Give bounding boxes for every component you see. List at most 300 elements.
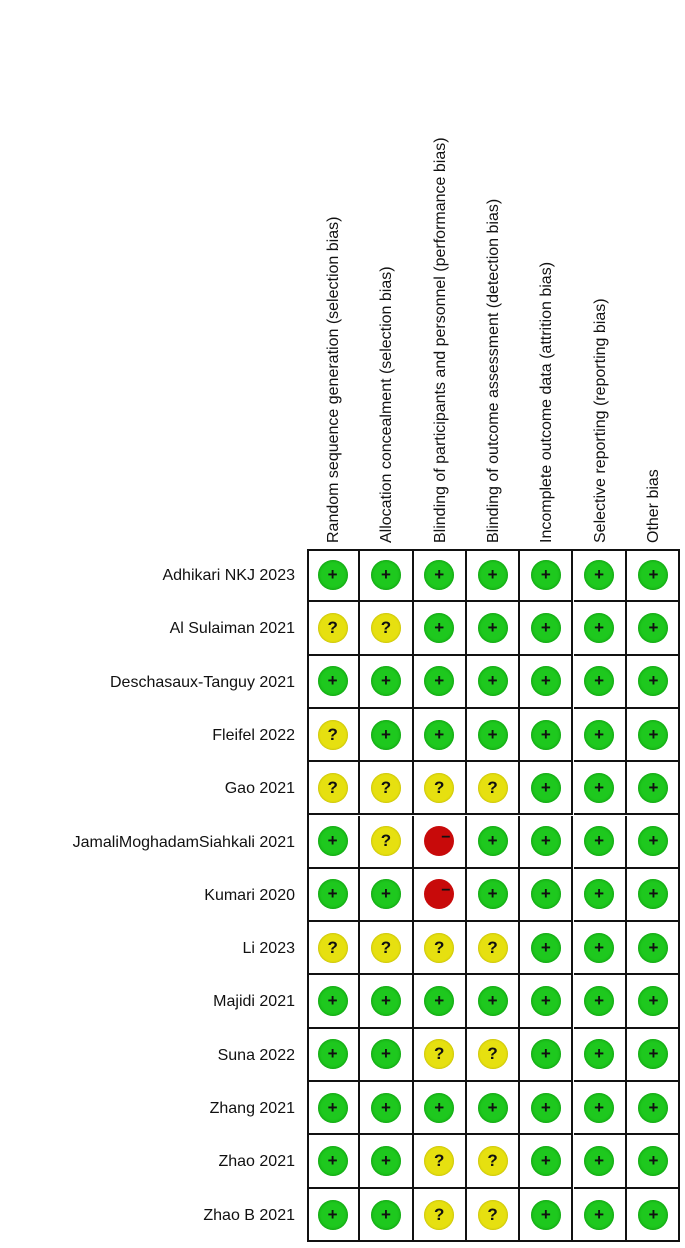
risk-symbol: +: [540, 1097, 551, 1117]
grid-cell: [307, 816, 360, 869]
low-risk-plus-icon: [424, 666, 454, 696]
risk-symbol: +: [648, 884, 659, 904]
low-risk-plus-icon: [531, 666, 561, 696]
risk-symbol: +: [487, 831, 498, 851]
risk-symbol: +: [380, 1044, 391, 1064]
grid-cell: [414, 975, 467, 1028]
risk-symbol: +: [594, 1205, 605, 1225]
risk-symbol: ?: [434, 1150, 445, 1170]
risk-symbol: ?: [327, 724, 338, 744]
grid-cell: [574, 1135, 627, 1188]
low-risk-plus-icon: [318, 1200, 348, 1230]
grid-cell: [360, 709, 413, 762]
low-risk-plus-icon: [371, 720, 401, 750]
low-risk-plus-icon: [584, 1200, 614, 1230]
grid-cell: [467, 975, 520, 1028]
grid-cell: [574, 549, 627, 602]
grid-cell: [307, 1189, 360, 1242]
low-risk-plus-icon: [371, 560, 401, 590]
risk-symbol: +: [594, 884, 605, 904]
risk-symbol: +: [594, 724, 605, 744]
grid-cell: [307, 1029, 360, 1082]
grid-cell: [627, 549, 680, 602]
study-label: JamaliMoghadamSiahkali 2021: [72, 833, 295, 851]
grid-cell: [520, 1189, 573, 1242]
risk-symbol: +: [327, 831, 338, 851]
unclear-risk-question-icon: [424, 773, 454, 803]
risk-symbol: +: [380, 671, 391, 691]
grid-cell: [520, 1029, 573, 1082]
low-risk-plus-icon: [584, 1039, 614, 1069]
column-header-label: Blinding of participants and personnel (performance bias): [431, 137, 449, 543]
risk-symbol: +: [594, 671, 605, 691]
grid-cell: [360, 762, 413, 815]
grid-cell: [520, 1135, 573, 1188]
risk-symbol: +: [487, 884, 498, 904]
grid-cell: [467, 1189, 520, 1242]
risk-symbol: +: [380, 991, 391, 1011]
grid-cell: [467, 816, 520, 869]
risk-symbol: +: [648, 1205, 659, 1225]
grid-cell: [360, 1029, 413, 1082]
risk-symbol: +: [594, 831, 605, 851]
unclear-risk-question-icon: [424, 1146, 454, 1176]
low-risk-plus-icon: [584, 933, 614, 963]
column-header-label: Incomplete outcome data (attrition bias): [538, 261, 556, 543]
column-header-label: Allocation concealment (selection bias): [378, 266, 396, 543]
low-risk-plus-icon: [318, 879, 348, 909]
low-risk-plus-icon: [371, 879, 401, 909]
risk-symbol: +: [648, 831, 659, 851]
risk-symbol: +: [434, 671, 445, 691]
low-risk-plus-icon: [638, 1200, 668, 1230]
risk-symbol: ?: [327, 617, 338, 637]
risk-symbol: +: [434, 724, 445, 744]
risk-symbol: +: [327, 1044, 338, 1064]
unclear-risk-question-icon: [318, 933, 348, 963]
grid-cell: [360, 1189, 413, 1242]
low-risk-plus-icon: [478, 560, 508, 590]
grid-cell: [360, 975, 413, 1028]
unclear-risk-question-icon: [371, 933, 401, 963]
grid-cell: [414, 549, 467, 602]
risk-symbol: +: [487, 564, 498, 584]
risk-symbol: +: [380, 724, 391, 744]
low-risk-plus-icon: [478, 1093, 508, 1123]
grid-cell: [520, 1082, 573, 1135]
low-risk-plus-icon: [424, 1093, 454, 1123]
grid-cell: [574, 869, 627, 922]
low-risk-plus-icon: [638, 1146, 668, 1176]
risk-symbol: +: [380, 564, 391, 584]
grid-cell: [360, 656, 413, 709]
grid-cell: [520, 762, 573, 815]
column-header: [431, 137, 452, 543]
unclear-risk-question-icon: [478, 1039, 508, 1069]
low-risk-plus-icon: [478, 720, 508, 750]
grid-cell: [414, 922, 467, 975]
study-label: Majidi 2021: [213, 993, 295, 1011]
risk-symbol: +: [327, 671, 338, 691]
column-header-label: Random sequence generation (selection bias): [325, 216, 342, 543]
grid-cell: [520, 922, 573, 975]
grid-cell: [414, 1189, 467, 1242]
column-header-label: Blinding of outcome assessment (detection bias): [484, 198, 502, 543]
low-risk-plus-icon: [638, 933, 668, 963]
grid-cell: [414, 1082, 467, 1135]
column-header: [325, 216, 345, 543]
column-header-label: Selective reporting (reporting bias): [591, 298, 609, 543]
risk-symbol: ?: [327, 777, 338, 797]
study-label: Al Sulaiman 2021: [169, 620, 295, 638]
high-risk-minus-icon: [424, 826, 454, 856]
grid-cell: [307, 709, 360, 762]
risk-symbol: +: [594, 1150, 605, 1170]
grid-cell: [574, 602, 627, 655]
low-risk-plus-icon: [531, 560, 561, 590]
grid-cell: [307, 1082, 360, 1135]
grid-cell: [467, 656, 520, 709]
risk-symbol: +: [487, 617, 498, 637]
low-risk-plus-icon: [531, 1200, 561, 1230]
grid-cell: [520, 975, 573, 1028]
grid-cell: [520, 656, 573, 709]
grid-cell: [574, 709, 627, 762]
low-risk-plus-icon: [424, 720, 454, 750]
risk-symbol: +: [648, 724, 659, 744]
grid-cell: [307, 656, 360, 709]
low-risk-plus-icon: [638, 773, 668, 803]
study-label: Suna 2022: [217, 1046, 295, 1064]
risk-symbol: +: [327, 1150, 338, 1170]
risk-symbol: +: [540, 991, 551, 1011]
grid-cell: [414, 709, 467, 762]
study-label: Li 2023: [242, 940, 295, 958]
grid-cell: [414, 816, 467, 869]
risk-symbol: +: [487, 671, 498, 691]
risk-symbol: +: [648, 617, 659, 637]
grid-cell: [574, 922, 627, 975]
low-risk-plus-icon: [584, 1093, 614, 1123]
risk-symbol: +: [540, 724, 551, 744]
grid-cell: [627, 1029, 680, 1082]
low-risk-plus-icon: [638, 986, 668, 1016]
low-risk-plus-icon: [318, 1146, 348, 1176]
risk-symbol: ?: [380, 937, 392, 957]
grid-cell: [467, 1029, 520, 1082]
risk-symbol: +: [327, 564, 338, 584]
low-risk-plus-icon: [531, 986, 561, 1016]
risk-of-bias-grid: [307, 549, 680, 1242]
low-risk-plus-icon: [584, 986, 614, 1016]
grid-cell: [574, 1082, 627, 1135]
grid-cell: [520, 549, 573, 602]
risk-symbol: +: [434, 617, 445, 637]
risk-symbol: +: [434, 1097, 445, 1117]
risk-symbol: +: [540, 1044, 551, 1064]
risk-symbol: ?: [380, 777, 392, 797]
grid-cell: [414, 602, 467, 655]
grid-cell: [574, 1189, 627, 1242]
study-label: Deschasaux-Tanguy 2021: [109, 673, 295, 691]
low-risk-plus-icon: [584, 613, 614, 643]
grid-cell: [414, 869, 467, 922]
study-label: Zhao 2021: [218, 1153, 295, 1171]
grid-cell: [627, 922, 680, 975]
risk-symbol: +: [648, 1044, 659, 1064]
risk-symbol: −: [441, 882, 451, 900]
risk-symbol: −: [441, 829, 451, 847]
grid-cell: [520, 816, 573, 869]
low-risk-plus-icon: [424, 613, 454, 643]
grid-cell: [627, 656, 680, 709]
column-header: [644, 469, 665, 543]
grid-cell: [467, 1135, 520, 1188]
low-risk-plus-icon: [478, 613, 508, 643]
risk-symbol: ?: [380, 617, 392, 637]
risk-symbol: ?: [487, 1150, 498, 1170]
column-header: [484, 198, 505, 543]
grid-cell: [574, 816, 627, 869]
low-risk-plus-icon: [371, 666, 401, 696]
risk-symbol: ?: [380, 831, 392, 851]
grid-cell: [414, 1135, 467, 1188]
column-header: [538, 261, 558, 543]
grid-cell: [360, 869, 413, 922]
low-risk-plus-icon: [531, 720, 561, 750]
grid-cell: [467, 922, 520, 975]
low-risk-plus-icon: [584, 1146, 614, 1176]
risk-symbol: +: [594, 564, 605, 584]
risk-symbol: +: [648, 564, 659, 584]
grid-cell: [467, 762, 520, 815]
unclear-risk-question-icon: [424, 1200, 454, 1230]
grid-cell: [360, 922, 413, 975]
study-label: Fleifel 2022: [212, 726, 295, 744]
low-risk-plus-icon: [531, 1039, 561, 1069]
unclear-risk-question-icon: [424, 933, 454, 963]
risk-symbol: +: [540, 671, 551, 691]
grid-cell: [414, 762, 467, 815]
grid-cell: [627, 762, 680, 815]
risk-symbol: +: [648, 1150, 659, 1170]
risk-symbol: +: [594, 1097, 605, 1117]
low-risk-plus-icon: [371, 1146, 401, 1176]
risk-symbol: +: [487, 724, 498, 744]
grid-cell: [520, 709, 573, 762]
unclear-risk-question-icon: [318, 613, 348, 643]
risk-symbol: +: [380, 884, 391, 904]
unclear-risk-question-icon: [371, 613, 401, 643]
grid-cell: [574, 656, 627, 709]
study-label: Zhao B 2021: [203, 1206, 295, 1224]
grid-cell: [307, 922, 360, 975]
low-risk-plus-icon: [638, 879, 668, 909]
low-risk-plus-icon: [318, 560, 348, 590]
low-risk-plus-icon: [531, 773, 561, 803]
risk-symbol: +: [434, 564, 445, 584]
low-risk-plus-icon: [584, 720, 614, 750]
unclear-risk-question-icon: [424, 1039, 454, 1069]
low-risk-plus-icon: [318, 1039, 348, 1069]
grid-cell: [307, 602, 360, 655]
low-risk-plus-icon: [531, 1146, 561, 1176]
high-risk-minus-icon: [424, 879, 454, 909]
risk-symbol: +: [648, 1097, 659, 1117]
low-risk-plus-icon: [478, 666, 508, 696]
low-risk-plus-icon: [371, 986, 401, 1016]
grid-cell: [520, 869, 573, 922]
risk-symbol: ?: [327, 937, 338, 957]
low-risk-plus-icon: [318, 826, 348, 856]
grid-cell: [574, 975, 627, 1028]
risk-symbol: +: [540, 1150, 551, 1170]
low-risk-plus-icon: [531, 1093, 561, 1123]
unclear-risk-question-icon: [371, 826, 401, 856]
low-risk-plus-icon: [424, 986, 454, 1016]
risk-symbol: +: [594, 937, 605, 957]
grid-cell: [627, 975, 680, 1028]
risk-symbol: +: [380, 1097, 391, 1117]
study-label: Zhang 2021: [209, 1100, 295, 1117]
low-risk-plus-icon: [638, 1093, 668, 1123]
grid-cell: [627, 816, 680, 869]
grid-cell: [574, 762, 627, 815]
study-label: Adhikari NKJ 2023: [162, 567, 295, 584]
risk-symbol: +: [380, 1150, 391, 1170]
risk-symbol: ?: [487, 777, 498, 797]
grid-cell: [414, 656, 467, 709]
low-risk-plus-icon: [638, 560, 668, 590]
unclear-risk-question-icon: [478, 1146, 508, 1176]
risk-symbol: +: [487, 1097, 498, 1117]
risk-symbol: +: [594, 617, 605, 637]
low-risk-plus-icon: [478, 986, 508, 1016]
risk-symbol: ?: [487, 1044, 498, 1064]
risk-symbol: ?: [487, 1205, 498, 1225]
grid-cell: [307, 762, 360, 815]
grid-cell: [467, 602, 520, 655]
grid-cell: [520, 602, 573, 655]
low-risk-plus-icon: [531, 879, 561, 909]
risk-symbol: +: [327, 1097, 338, 1117]
low-risk-plus-icon: [371, 1200, 401, 1230]
low-risk-plus-icon: [371, 1039, 401, 1069]
grid-cell: [467, 709, 520, 762]
unclear-risk-question-icon: [478, 1200, 508, 1230]
risk-symbol: +: [540, 1205, 551, 1225]
grid-cell: [467, 1082, 520, 1135]
unclear-risk-question-icon: [371, 773, 401, 803]
study-label: Kumari 2020: [204, 886, 295, 904]
risk-symbol: +: [540, 884, 551, 904]
low-risk-plus-icon: [531, 826, 561, 856]
risk-symbol: +: [540, 831, 551, 851]
risk-symbol: ?: [434, 937, 445, 957]
low-risk-plus-icon: [638, 1039, 668, 1069]
risk-symbol: +: [648, 671, 659, 691]
risk-symbol: +: [327, 884, 338, 904]
low-risk-plus-icon: [638, 666, 668, 696]
low-risk-plus-icon: [584, 826, 614, 856]
low-risk-plus-icon: [638, 826, 668, 856]
risk-symbol: +: [594, 777, 605, 797]
low-risk-plus-icon: [584, 666, 614, 696]
risk-symbol: ?: [434, 1205, 445, 1225]
risk-symbol: +: [648, 777, 659, 797]
risk-symbol: +: [327, 991, 338, 1011]
column-header: [378, 266, 398, 543]
low-risk-plus-icon: [424, 560, 454, 590]
column-header: [591, 298, 612, 543]
study-label: Gao 2021: [224, 780, 295, 798]
low-risk-plus-icon: [584, 879, 614, 909]
grid-cell: [307, 975, 360, 1028]
grid-cell: [627, 709, 680, 762]
risk-symbol: +: [540, 617, 551, 637]
low-risk-plus-icon: [318, 1093, 348, 1123]
risk-symbol: +: [594, 991, 605, 1011]
low-risk-plus-icon: [318, 986, 348, 1016]
risk-symbol: ?: [487, 937, 498, 957]
risk-symbol: +: [540, 564, 551, 584]
risk-symbol: +: [540, 777, 551, 797]
risk-symbol: +: [648, 991, 659, 1011]
grid-cell: [360, 602, 413, 655]
low-risk-plus-icon: [584, 773, 614, 803]
grid-cell: [360, 816, 413, 869]
low-risk-plus-icon: [478, 826, 508, 856]
grid-cell: [360, 549, 413, 602]
risk-symbol: ?: [434, 777, 445, 797]
risk-symbol: +: [434, 991, 445, 1011]
unclear-risk-question-icon: [318, 720, 348, 750]
grid-cell: [307, 1135, 360, 1188]
risk-symbol: +: [594, 1044, 605, 1064]
grid-cell: [627, 869, 680, 922]
low-risk-plus-icon: [584, 560, 614, 590]
unclear-risk-question-icon: [478, 933, 508, 963]
grid-cell: [307, 549, 360, 602]
grid-cell: [627, 602, 680, 655]
grid-cell: [360, 1082, 413, 1135]
grid-cell: [360, 1135, 413, 1188]
grid-cell: [627, 1189, 680, 1242]
grid-cell: [307, 869, 360, 922]
low-risk-plus-icon: [531, 613, 561, 643]
grid-cell: [467, 869, 520, 922]
risk-symbol: +: [327, 1205, 338, 1225]
risk-symbol: +: [648, 937, 659, 957]
risk-symbol: +: [487, 991, 498, 1011]
low-risk-plus-icon: [318, 666, 348, 696]
risk-symbol: +: [380, 1205, 391, 1225]
low-risk-plus-icon: [531, 933, 561, 963]
grid-cell: [627, 1082, 680, 1135]
low-risk-plus-icon: [478, 879, 508, 909]
grid-cell: [627, 1135, 680, 1188]
risk-symbol: ?: [434, 1044, 445, 1064]
grid-cell: [574, 1029, 627, 1082]
column-header-label: Other bias: [644, 469, 662, 543]
unclear-risk-question-icon: [478, 773, 508, 803]
grid-cell: [414, 1029, 467, 1082]
risk-symbol: +: [540, 937, 551, 957]
unclear-risk-question-icon: [318, 773, 348, 803]
grid-cell: [467, 549, 520, 602]
low-risk-plus-icon: [638, 720, 668, 750]
low-risk-plus-icon: [371, 1093, 401, 1123]
